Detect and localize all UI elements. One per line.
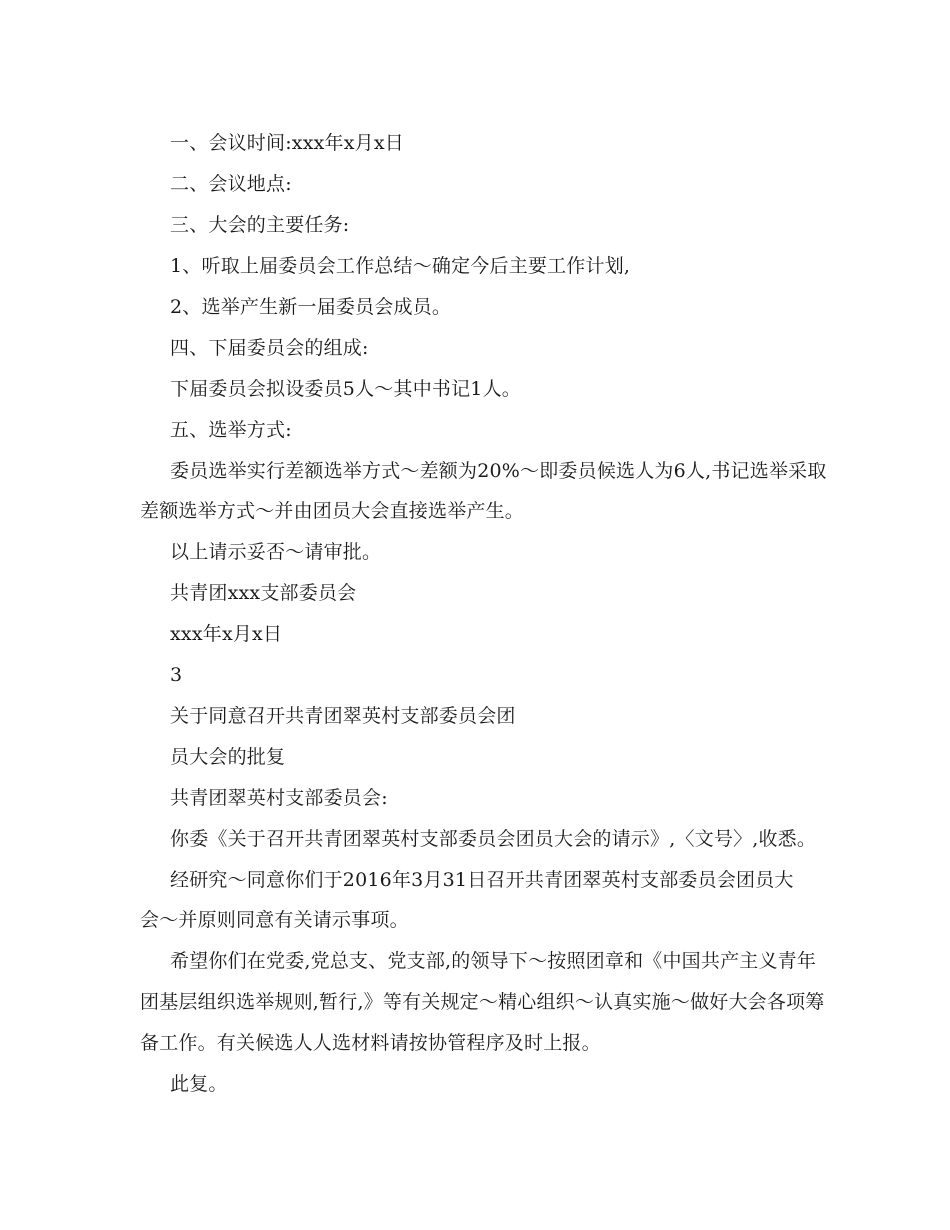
reply-decision-2: 会～并原则同意有关请示事项。 bbox=[140, 909, 409, 931]
reply-title-line-1: 关于同意召开共青团翠英村支部委员会团 bbox=[170, 705, 516, 727]
section-number: 3 bbox=[170, 664, 183, 686]
reply-title-line-2: 员大会的批复 bbox=[170, 746, 286, 768]
reply-acknowledgement: 你委《关于召开共青团翠英村支部委员会团员大会的请示》,〈文号〉,收悉。 bbox=[170, 828, 817, 850]
election-method-heading: 五、选举方式: bbox=[170, 419, 292, 441]
election-method-text-1: 委员选举实行差额选举方式～差额为20%～即委员候选人为6人,书记选举采取 bbox=[170, 460, 827, 482]
reply-addressee: 共青团翠英村支部委员会: bbox=[170, 787, 388, 809]
task-2-line: 2、选举产生新一届委员会成员。 bbox=[170, 296, 452, 318]
reply-instruction-1: 希望你们在党委,党总支、党支部,的领导下～按照团章和《中国共产主义青年 bbox=[170, 950, 817, 972]
committee-composition-heading: 四、下届委员会的组成: bbox=[170, 337, 369, 359]
meeting-location-line: 二、会议地点: bbox=[170, 173, 292, 195]
committee-composition-text: 下届委员会拟设委员5人～其中书记1人。 bbox=[170, 378, 521, 400]
election-method-text-2: 差额选举方式～并由团员大会直接选举产生。 bbox=[140, 500, 525, 522]
sender-date: xxx年x月x日 bbox=[170, 623, 283, 645]
reply-instruction-3: 备工作。有关候选人人选材料请按协管程序及时上报。 bbox=[140, 1032, 601, 1054]
reply-instruction-2: 团基层组织选举规则,暂行,》等有关规定～精心组织～认真实施～做好大会各项筹 bbox=[140, 991, 825, 1013]
main-tasks-heading: 三、大会的主要任务: bbox=[170, 214, 350, 236]
task-1-line: 1、听取上届委员会工作总结～确定今后主要工作计划, bbox=[170, 255, 631, 277]
sender-organization: 共青团xxx支部委员会 bbox=[170, 582, 357, 604]
request-approval-line: 以上请示妥否～请审批。 bbox=[170, 541, 382, 563]
reply-decision-1: 经研究～同意你们于2016年3月31日召开共青团翠英村支部委员会团员大 bbox=[170, 869, 794, 891]
reply-closing: 此复。 bbox=[170, 1073, 228, 1095]
meeting-time-line: 一、会议时间:xxx年x月x日 bbox=[170, 132, 404, 154]
